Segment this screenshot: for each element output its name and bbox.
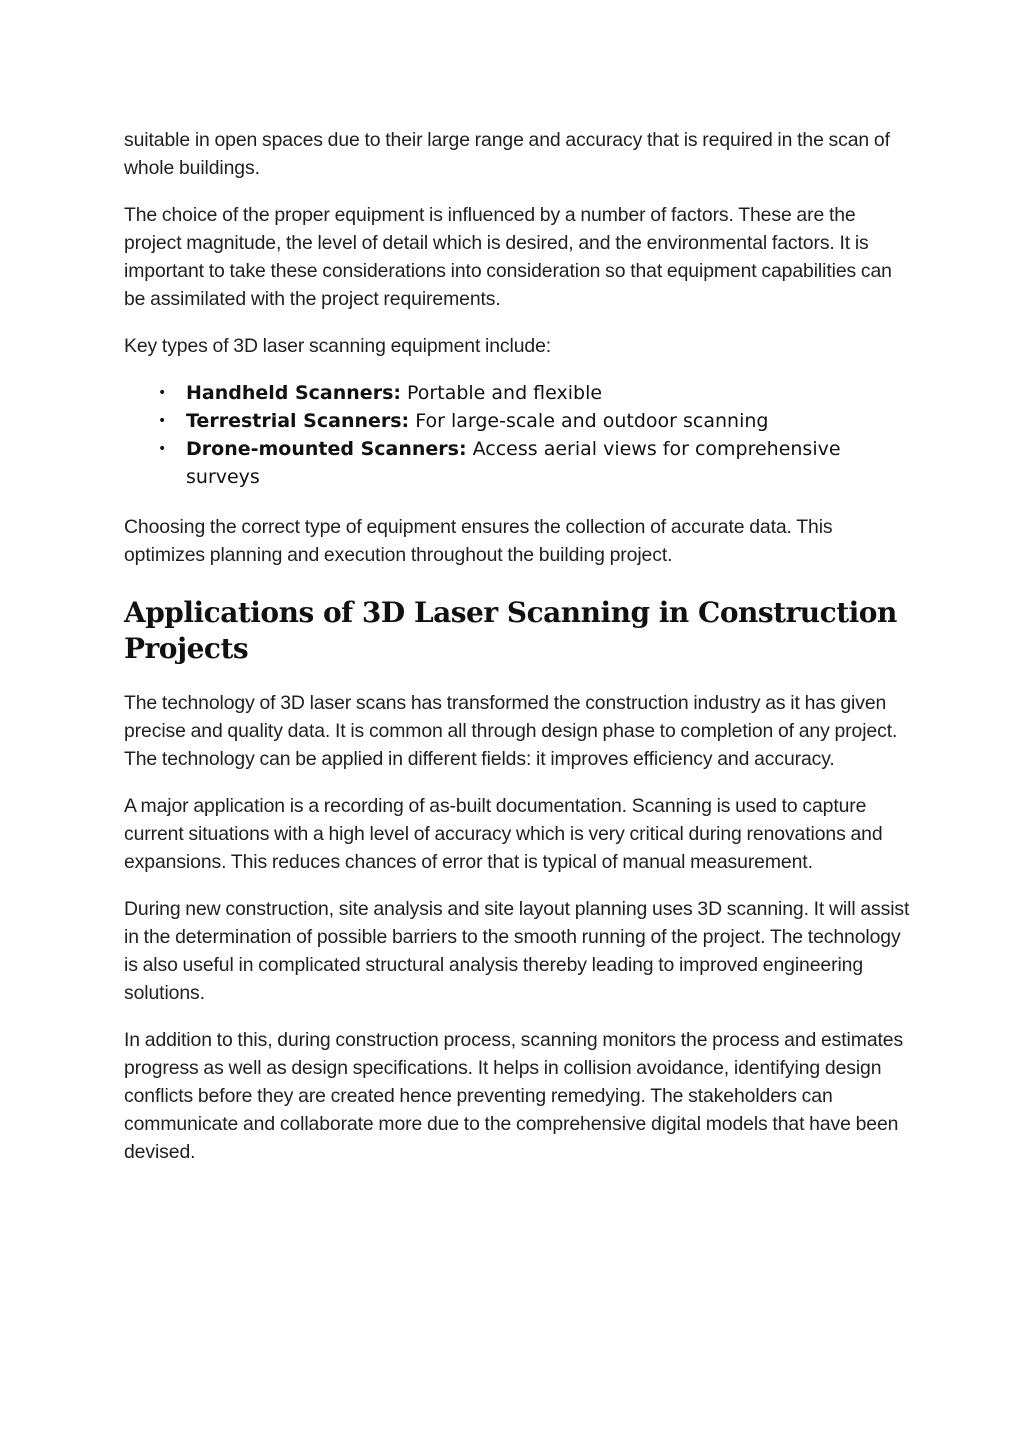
paragraph-equipment-choice: The choice of the proper equipment is influenced by a number of factors. These are the project magnitude, the level of detail which is desired, and the environmental factors. It is important to take these considerations into consideration so that equipment capabilities can be assimilated with the project requirements. xyxy=(124,204,892,310)
paragraph-new-construction: During new construction, site analysis and site layout planning uses 3D scanning. It will assist in the determination of possible barriers to the smooth running of the project. The technology is also useful in complicated structural analysis thereby leading to improved engineering solutions. xyxy=(124,898,910,1004)
paragraph-technology-transform: The technology of 3D laser scans has transformed the construction industry as it has given precise and quality data. It is common all through design phase to completion of any project. The technology can be applied in different fields: it improves efficiency and accuracy. xyxy=(124,692,898,770)
paragraph-scanner-suitability: suitable in open spaces due to their large range and accuracy that is required in the scan of whole buildings. xyxy=(124,129,890,179)
list-item-term: Terrestrial Scanners: xyxy=(186,410,410,432)
list-item-term: Drone-mounted Scanners: xyxy=(186,438,467,460)
bullet-icon: • xyxy=(158,441,167,457)
paragraph-correct-equipment: Choosing the correct type of equipment ensures the collection of accurate data. This optimizes planning and execution throughout the building project. xyxy=(124,516,833,566)
list-item-terrestrial xyxy=(158,407,914,435)
list-item-term: Handheld Scanners: xyxy=(186,382,401,404)
document-page xyxy=(124,126,914,1185)
bullet-icon: • xyxy=(158,413,167,429)
bullet-icon: • xyxy=(158,385,167,401)
section-heading: Applications of 3D Laser Scanning in Construction Projects xyxy=(124,596,897,665)
list-item-description: For large-scale and outdoor scanning xyxy=(409,410,769,432)
list-item-handheld xyxy=(158,379,914,407)
list-item-description: Access aerial views for comprehensive surveys xyxy=(186,438,841,488)
list-item-drone xyxy=(158,435,914,491)
paragraph-monitoring: In addition to this, during construction process, scanning monitors the process and estimates progress as well as design specifications. It helps in collision avoidance, identifying design conflicts before they are created hence preventing remedying. The stakeholders can communicate and collaborate more due to the comprehensive digital models that have been devised. xyxy=(124,1029,904,1163)
paragraph-as-built: A major application is a recording of as-built documentation. Scanning is used to capture current situations with a high level of accuracy which is very critical during renovations and expansions. This reduces chances of error that is typical of manual measurement. xyxy=(124,795,883,873)
list-item-description: Portable and flexible xyxy=(400,382,603,404)
paragraph-key-types-intro: Key types of 3D laser scanning equipment include: xyxy=(124,335,552,357)
equipment-types-list xyxy=(124,379,914,491)
